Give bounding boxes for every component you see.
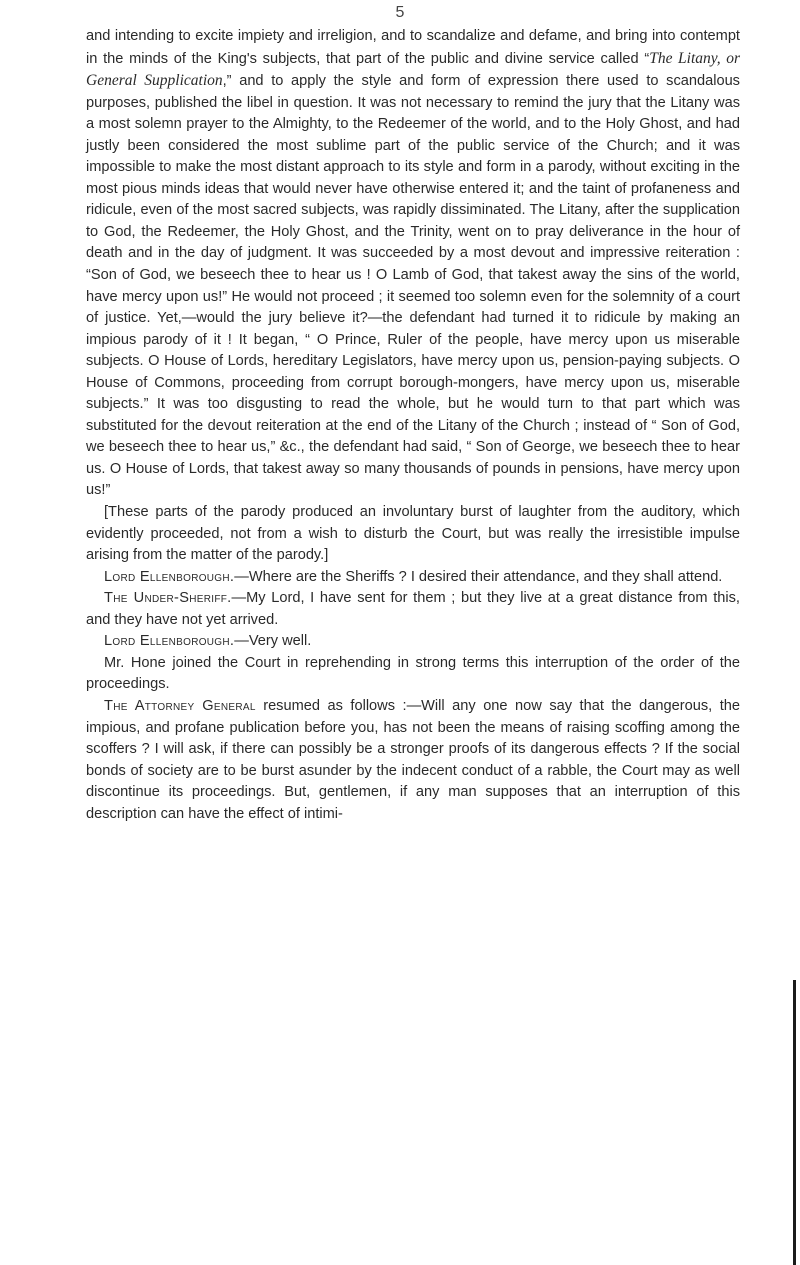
paragraph-under-sheriff (86, 588, 740, 631)
paragraph-ellenborough-sheriffs (86, 567, 740, 589)
speech-text: —Very well. (234, 633, 312, 650)
page-number: 5 (395, 4, 405, 21)
paragraph-hone: Mr. Hone joined the Court in reprehending in strong terms this interruption of the order of the proceedings. (86, 654, 740, 693)
paragraph-ellenborough-very-well (86, 631, 740, 653)
paragraph-litany-argument (86, 26, 740, 502)
page-edge-line (793, 980, 796, 1265)
speech-text: —Where are the Sheriffs ? I desired their attendance, and they shall attend. (234, 568, 723, 585)
speaker-name: Lord Ellenborough. (104, 568, 235, 585)
paragraph-laughter-note: [These parts of the parody produced an involuntary burst of laughter from the auditory, which evidently proceeded, not from a wish to disturb the Court, but was really the irresistible impulse arising from the matter of the parody.] (86, 504, 740, 564)
speaker-name: The Attorney General (104, 697, 256, 714)
speaker-name: Lord Ellenborough. (104, 633, 235, 650)
page-body (86, 26, 740, 825)
speaker-name: The Under-Sheriff. (104, 590, 232, 607)
speech-text: —My Lord, I have sent for them ; but they live at a great distance from this, and they have not yet arrived. (86, 590, 740, 628)
speech-text: resumed as follows :—Will any one now say that the dangerous, the impious, and profane publication before you, has not been the means of raising scoffing among the scoffers ? I will ask, if there can possibly be a stronger proofs of its dangerous effects ? If the social bonds of society are to be burst asunder by the indecent conduct of a rabble, the Court may as well discontinue its proceedings. But, gentlemen, if any man supposes that an interruption of this description can have the effect of intimi- (86, 697, 740, 822)
paragraph-text: and intending to excite impiety and irreligion, and to scandalize and defame, and bring into contempt in the minds of the King's subjects, that part of the public and divine service called “ (86, 28, 740, 67)
litany-title: The Litany, or General Supplication (86, 49, 740, 90)
paragraph-attorney-general (86, 696, 740, 825)
paragraph-text: ,” and to apply the style and form of expression there used to scandalous purposes, published the libel in question. It was not necessary to remind the jury that the Litany was a most solemn prayer to the Almighty, to the Redeemer of the world, and to the Holy Ghost, and had justly been considered the most sublime part of the public service of the Church; and it was impossible to make the most distant approach to its style and form in a parody, without exciting in the most pious minds ideas that would never have otherwise entered it; and the taint of profaneness and ridicule, even of the most sacred subjects, was rapidly dissiminated. The Litany, after the supplication to God, the Redeemer, the Holy Ghost, and the Trinity, went on to pray deliverance in the hour of death and in the day of judgment. It was succeeded by a most devout and impressive reiteration : “Son of God, we beseech thee to hear us ! O Lamb of God, that takest away the sins of the world, have mercy upon us!” He would not proceed ; it seemed too solemn even for the solemnity of a court of justice. Yet,—would the jury believe it?—the defendant had turned it to ridicule by making an impious parody of it ! It began, “ O Prince, Ruler of the people, have mercy upon us miserable subjects. O House of Lords, hereditary Legislators, have mercy upon us, pension-paying subjects. O House of Commons, proceeding from corrupt borough-mongers, have mercy upon us, miserable subjects.” It was too disgusting to read the whole, but he would turn to that part which was substituted for the devout reiteration at the end of the Litany of the Church ; instead of “ Son of God, we beseech thee to hear us,” &c., the defendant had said, “ Son of George, we beseech thee to hear us. O House of Lords, that takest away so many thousands of pounds in pensions, have mercy upon us!” (86, 73, 740, 499)
